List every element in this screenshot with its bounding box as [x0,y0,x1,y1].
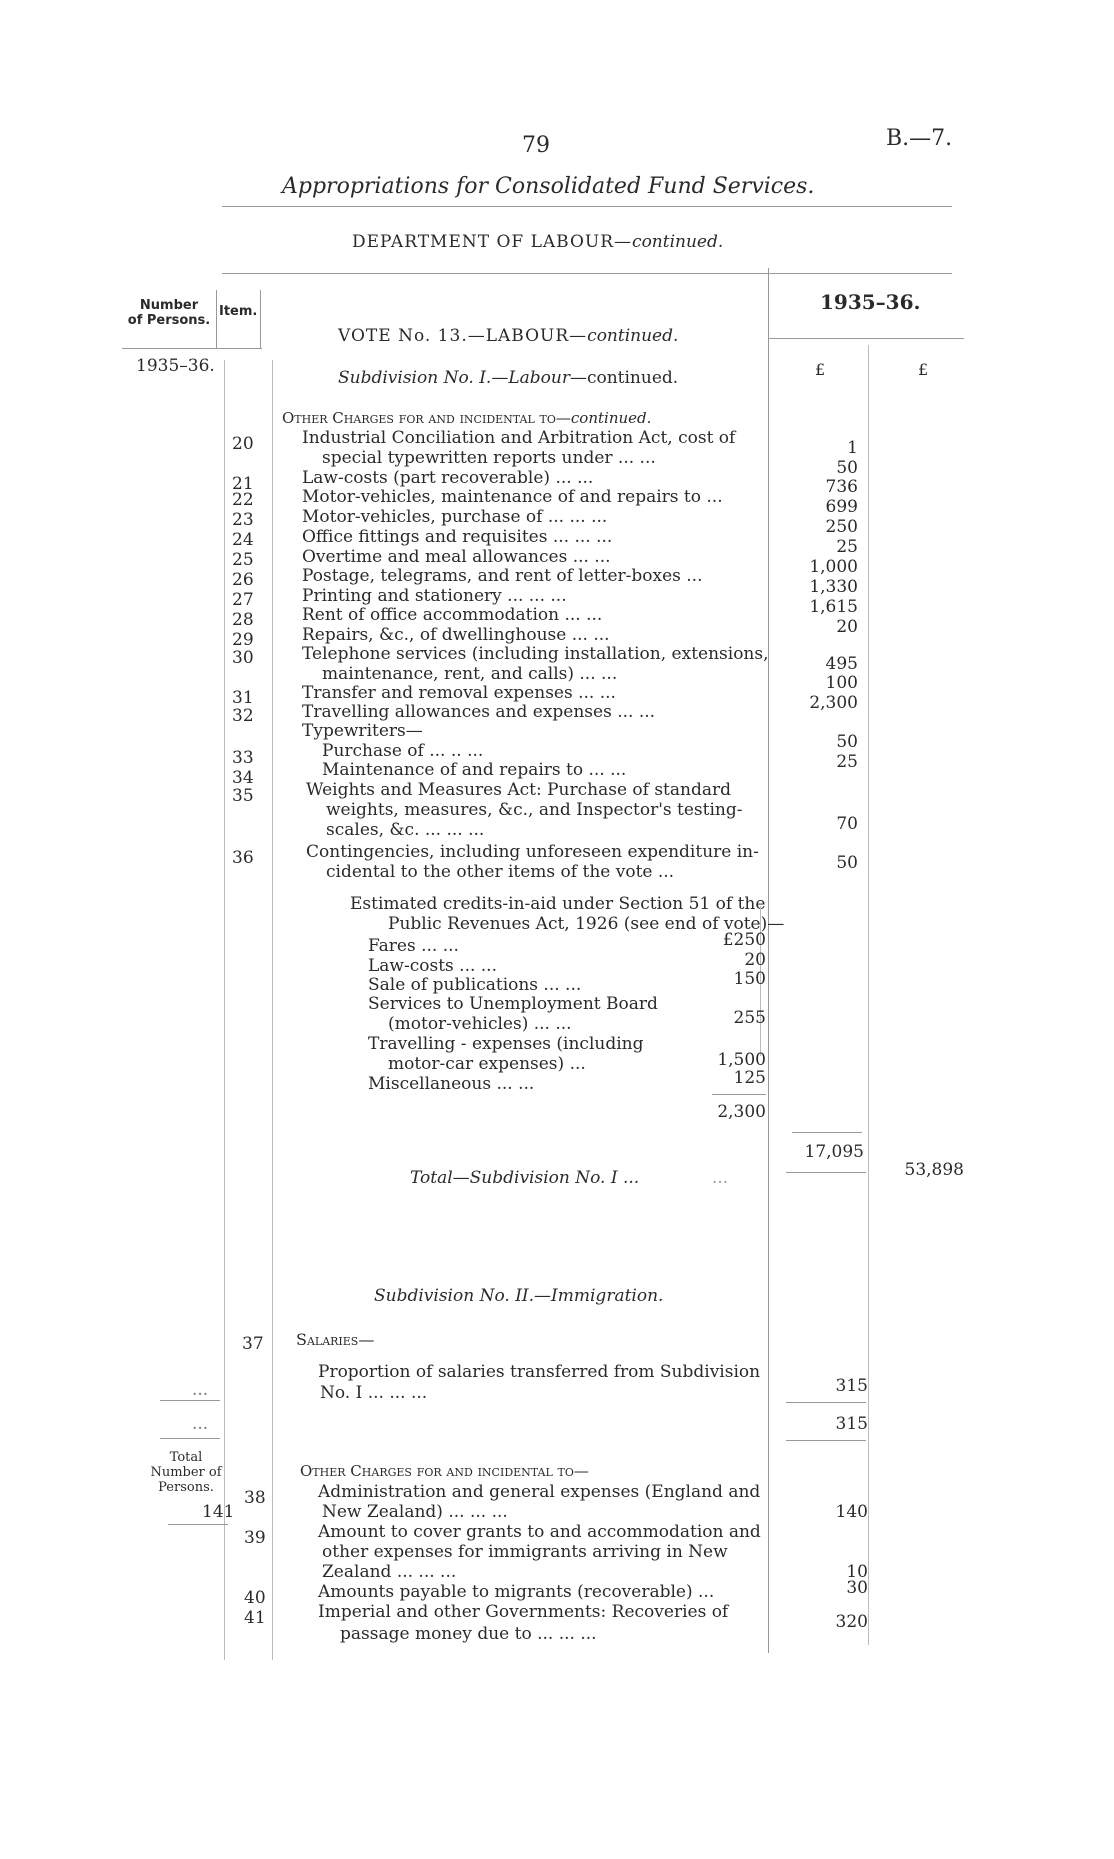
row-text: Printing and stationery ... ... ... [302,586,567,606]
item-number: 38 [244,1488,266,1508]
credit-amount: 150 [733,969,766,989]
item-column-header: Item. [219,304,258,319]
persons-dots: ... [192,1380,209,1400]
credit-amount: 255 [733,1008,766,1028]
row-text: Rent of office accommodation ... ... [302,605,603,625]
header-rule [222,273,952,274]
item-col-left-line [216,290,217,348]
row-text: Industrial Conciliation and Arbitration Act, cost of [302,428,736,448]
salaries-rule-bottom [786,1440,866,1441]
credits-total: 2,300 [717,1102,766,1122]
item-number: 30 [232,648,254,668]
row-text: Overtime and meal allowances ... ... [302,547,611,567]
pound-symbol-2: £ [918,360,929,379]
credit-label: Services to Unemployment Board [368,994,658,1014]
item-col-right-line [260,290,261,348]
item-number: 29 [232,630,254,650]
row-amount: 70 [836,814,858,834]
row-text-cont: No. I ... ... ... [320,1383,428,1403]
row-text: Postage, telegrams, and rent of letter-boxes ... [302,566,703,586]
page-number: 79 [522,133,550,158]
item-number: 35 [232,786,254,806]
subdivision-1-continued: continued. [586,368,679,388]
row-text: Weights and Measures Act: Purchase of standard [306,780,731,800]
item-number: 24 [232,530,254,550]
row-amount: 20 [836,617,858,637]
credit-amount: 125 [733,1068,766,1088]
subdivision-1-total-dots: ... [712,1168,729,1188]
item-number: 27 [232,590,254,610]
row-text: Purchase of ... .. ... [322,741,484,761]
credit-label: Sale of publications ... ... [368,975,582,995]
persons-year-label: 1935–36. [136,356,215,376]
salaries-label: Salaries— [296,1330,375,1349]
persons-header-line2: of Persons. [127,313,211,328]
credits-heading: Estimated credits-in-aid under Section 51 of the [350,894,766,914]
item-number: 33 [232,748,254,768]
row-text-cont: special typewritten reports under ... ... [322,448,656,468]
row-amount: 25 [836,752,858,772]
row-amount: 1,615 [809,597,858,617]
row-text: Motor-vehicles, purchase of ... ... ... [302,507,608,527]
vote-continued: continued. [587,326,679,346]
row-text-cont: New Zealand) ... ... ... [322,1502,508,1522]
row-text-cont: passage money due to ... ... ... [340,1624,597,1644]
other-charges-2-label: Other Charges for and incidental to— [300,1462,589,1480]
row-text-cont: Zealand ... ... ... [322,1562,457,1582]
row-amount: 736 [825,477,858,497]
item-number: 22 [232,490,254,510]
item-number: 39 [244,1528,266,1548]
credit-amount: 1,500 [717,1050,766,1070]
subdivision-1-heading [338,368,678,388]
row-text: Maintenance of and repairs to ... ... [322,760,627,780]
row-amount: 50 [836,458,858,478]
row-amount: 1,000 [809,557,858,577]
row-text: Transfer and removal expenses ... ... [302,683,616,703]
item-number: 36 [232,848,254,868]
subdivision-1-subtotal: 17,095 [804,1142,864,1162]
row-text: Repairs, &c., of dwellinghouse ... ... [302,625,610,645]
page-title: Appropriations for Consolidated Fund Services. [282,174,815,199]
item-col-right-line-body [272,360,273,1660]
row-amount: 140 [835,1502,868,1522]
row-amount: 1 [847,438,858,458]
row-amount: 320 [835,1612,868,1632]
row-text: Motor-vehicles, maintenance of and repairs to ... [302,487,723,507]
row-text-cont: scales, &c. ... ... ... [326,820,485,840]
subtotal-rule-top [792,1132,862,1133]
credit-amount: £250 [722,930,766,950]
row-text: Proportion of salaries transferred from Subdivision [318,1362,761,1382]
row-text: Office fittings and requisites ... ... ... [302,527,613,547]
credit-label-cont: (motor-vehicles) ... ... [388,1014,572,1034]
department-name: DEPARTMENT OF LABOUR— [352,232,633,252]
credits-heading-cont: Public Revenues Act, 1926 (see end of vote)— [388,914,785,934]
row-amount: 2,300 [809,693,858,713]
credits-total-rule [712,1094,766,1095]
item-number: 26 [232,570,254,590]
row-text-cont: maintenance, rent, and calls) ... ... [322,664,618,684]
persons-column-header [122,298,216,328]
row-amount: 10 [846,1562,868,1582]
subdivision-1-grand-total: 53,898 [904,1160,964,1180]
row-amount: 250 [825,517,858,537]
row-text: Telephone services (including installation, extensions, [302,644,769,664]
item-number: 21 [232,474,254,494]
document-reference: B.—7. [886,126,953,151]
item-number: 37 [242,1334,264,1354]
item-number: 23 [232,510,254,530]
persons-header-line1: Number [139,298,199,313]
row-amount: 50 [836,732,858,752]
credit-label: Law-costs ... ... [368,956,497,976]
other-charges-continued: continued. [570,409,652,427]
credit-amount: 20 [744,950,766,970]
total-persons-label [146,1450,226,1495]
row-text: Imperial and other Governments: Recoveries of [318,1602,729,1622]
credit-label: Travelling - expenses (including [368,1034,644,1054]
subtotal-rule-bottom [786,1172,866,1173]
total-persons-line3: Persons. [158,1480,214,1495]
row-amount: 315 [835,1376,868,1396]
row-text: Travelling allowances and expenses ... ... [302,702,656,722]
year-column-header: 1935–36. [820,290,921,314]
item-number: 25 [232,550,254,570]
row-text-cont: other expenses for immigrants arriving in New [322,1542,728,1562]
amount-col-left-line [768,268,769,1653]
title-rule [222,206,952,207]
credit-label: Fares ... ... [368,936,459,956]
item-number: 20 [232,434,254,454]
total-persons-value: 141 [202,1502,235,1522]
total-persons-line1: Total [169,1450,203,1465]
pound-symbol-1: £ [815,360,826,379]
salaries-total: 315 [835,1414,868,1434]
credit-label-cont: motor-car expenses) ... [388,1054,586,1074]
header-bottom-rule-right [768,338,964,339]
header-bottom-rule-left [122,348,262,349]
item-number: 32 [232,706,254,726]
vote-name: VOTE No. 13.—LABOUR— [338,326,588,346]
item-number: 28 [232,610,254,630]
other-charges-label: Other Charges for and incidental to— [282,409,571,427]
subdivision-1-total-label: Total—Subdivision No. I ... [410,1168,640,1188]
row-text: Amount to cover grants to and accommodation and [318,1522,761,1542]
row-text-cont: cidental to the other items of the vote ... [326,862,675,882]
row-text-cont: weights, measures, &c., and Inspector's testing- [326,800,743,820]
subdivision-2-heading: Subdivision No. II.—Immigration. [374,1286,664,1306]
row-amount: 495 [825,654,858,674]
total-persons-rule [168,1524,228,1525]
row-amount: 30 [846,1578,868,1598]
row-text: Administration and general expenses (England and [318,1482,761,1502]
persons-rule-bottom [160,1438,220,1439]
department-continued: continued. [632,232,724,252]
credit-label: Miscellaneous ... ... [368,1074,535,1094]
amount-col-middle-line [868,345,869,1645]
row-text: Amounts payable to migrants (recoverable) ... [318,1582,715,1602]
row-amount: 100 [825,673,858,693]
department-heading [352,232,723,252]
row-amount: 699 [825,497,858,517]
other-charges-heading [282,409,651,427]
row-text: Law-costs (part recoverable) ... ... [302,468,594,488]
row-amount: 1,330 [809,577,858,597]
row-amount: 50 [836,853,858,873]
subdivision-1-title: Subdivision No. I.—Labour— [338,368,587,388]
total-persons-line2: Number of [150,1465,222,1480]
row-text: Contingencies, including unforeseen expenditure in- [306,842,759,862]
item-number: 41 [244,1608,266,1628]
item-number: 31 [232,688,254,708]
vote-heading [338,326,678,346]
persons-rule-top [160,1400,220,1401]
persons-total-dots: ... [192,1414,209,1434]
row-amount: 25 [836,537,858,557]
row-text: Typewriters— [302,721,423,741]
item-number: 34 [232,768,254,788]
item-number: 40 [244,1588,266,1608]
salaries-rule-top [786,1402,866,1403]
